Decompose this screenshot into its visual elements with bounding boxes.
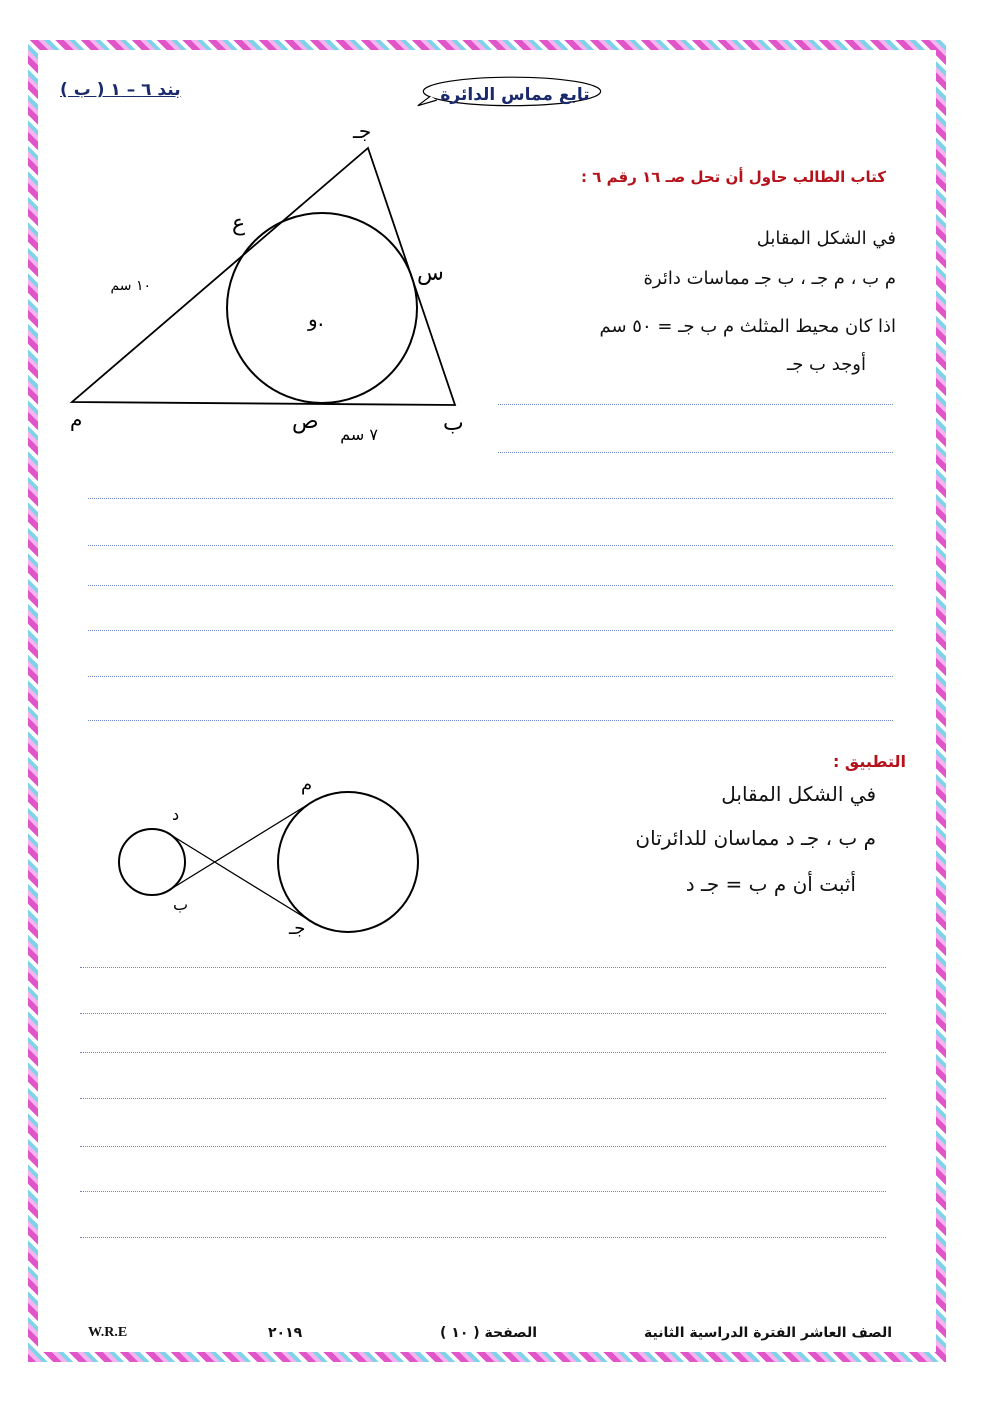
label-j2: جـ bbox=[289, 918, 306, 939]
two-circles-figure bbox=[105, 770, 435, 950]
exercise1-line2: ﻡ ب ، ﻡ جـ ، ب جـ مماسات دائرة bbox=[643, 268, 896, 289]
label-j: جـ bbox=[353, 120, 372, 143]
footer-year: ٢٠١٩ bbox=[268, 1325, 303, 1341]
exercise1-line4: أوجد ب جـ bbox=[786, 354, 866, 375]
label-a: ﻡ bbox=[70, 407, 83, 431]
label-ain: ع bbox=[232, 211, 246, 236]
item-label: بند ٦ – ١ ( ب ) bbox=[60, 80, 181, 100]
exercise2-line1: في الشكل المقابل bbox=[721, 782, 876, 806]
exercise2-heading: التطبيق : bbox=[832, 752, 906, 771]
footer-grade: الصف العاشر الفترة الدراسية الثانية bbox=[644, 1325, 892, 1341]
label-a2: ﻡ bbox=[301, 774, 313, 795]
exercise1-heading: كتاب الطالب حاول أن تحل صـ ١٦ رقم ٦ : bbox=[581, 168, 886, 186]
label-sin: س bbox=[417, 261, 444, 286]
label-sad: ص bbox=[292, 409, 319, 434]
label-o: و. bbox=[308, 307, 325, 331]
label-b: ب bbox=[443, 411, 464, 436]
footer-author: W.R.E bbox=[88, 1325, 128, 1340]
length-10: ١٠ سم bbox=[110, 278, 151, 294]
label-d2: د bbox=[172, 805, 180, 824]
exercise2-line3: أثبت أن ﻡ ب = جـ د bbox=[685, 872, 856, 896]
footer-page: الصفحة ( ١٠ ) bbox=[440, 1325, 538, 1341]
bubble-title: تابع مماس الدائرة bbox=[440, 85, 590, 105]
exercise1-line3: اذا كان محيط المثلث ﻡ ب جـ = ٥٠ سم bbox=[599, 316, 896, 337]
exercise1-line1: في الشكل المقابل bbox=[756, 228, 896, 249]
exercise2-line2: ﻡ ب ، جـ د مماسان للدائرتان bbox=[635, 826, 876, 850]
length-7: ٧ سم bbox=[340, 425, 378, 444]
label-b2: ب bbox=[173, 895, 189, 914]
triangle-incircle-figure bbox=[55, 120, 475, 460]
